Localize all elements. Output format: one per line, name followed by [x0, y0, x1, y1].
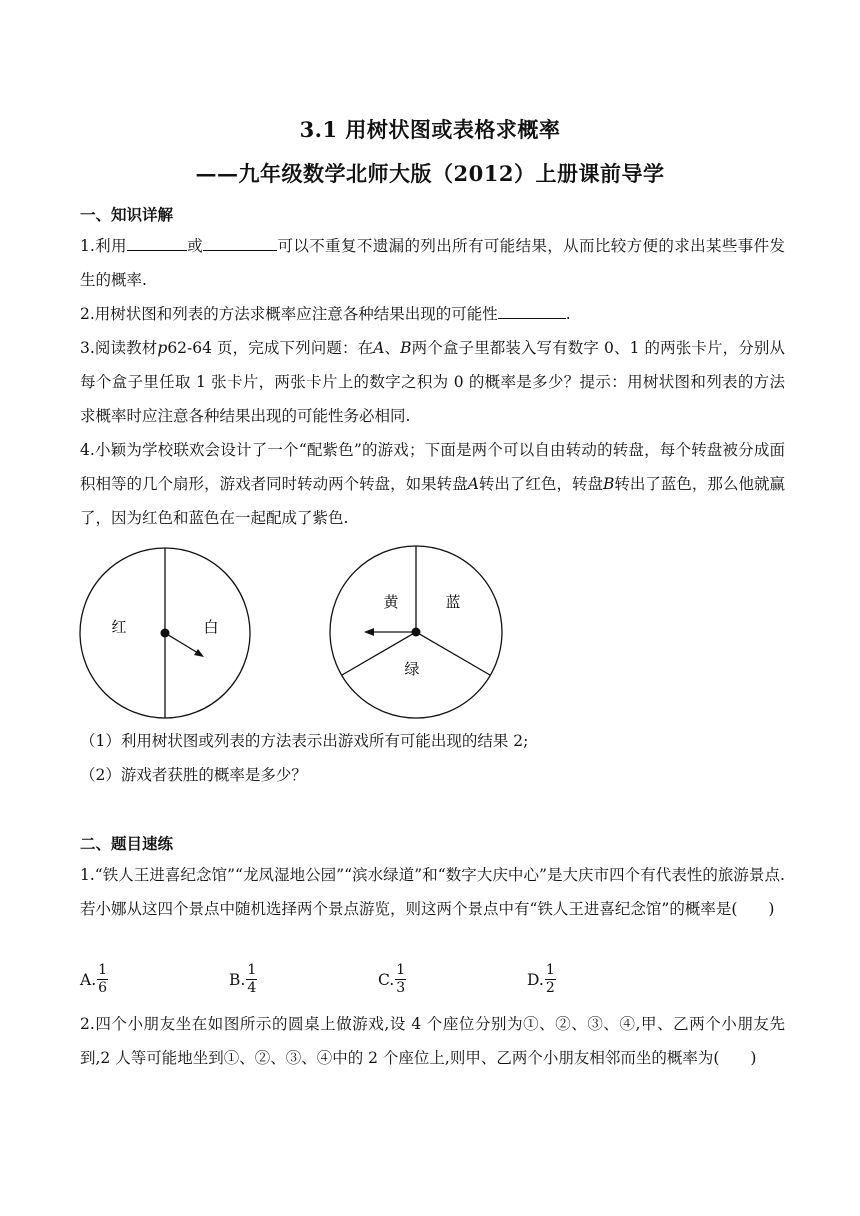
spinner-a-pointer — [165, 633, 198, 653]
option-label: D. — [527, 970, 544, 989]
option-label: A. — [80, 970, 97, 989]
fraction — [545, 962, 556, 997]
item4-post: 转出了蓝色，那么他就赢了，因为红色和蓝色在一起配成了紫色. — [80, 475, 785, 527]
item2 — [80, 297, 785, 331]
item2-post: . — [565, 305, 571, 323]
denominator: 4 — [247, 980, 257, 996]
item3-mid: 62-64 页，完成下列问题：在 — [167, 339, 374, 357]
item3-pre: 3.阅读教材 — [80, 339, 158, 357]
numerator: 1 — [396, 962, 406, 978]
page-title: 3.1 用树状图或表格求概率 — [299, 117, 561, 142]
item3-sep: 、 — [384, 339, 401, 357]
item4-mid: 转出了红色，转盘 — [478, 475, 603, 493]
option-d — [527, 962, 556, 997]
fraction — [97, 962, 108, 997]
spinner-a-label-white: 白 — [203, 618, 219, 636]
spinner-a — [80, 548, 250, 718]
item3 — [80, 331, 785, 433]
question-1: （1）利用树状图或列表的方法表示出游戏所有可能出现的结果 2; — [80, 732, 529, 750]
spinner-b-label-green: 绿 — [404, 660, 420, 678]
denominator: 2 — [545, 980, 555, 996]
numerator: 1 — [545, 962, 555, 978]
item2-pre: 2.用树状图和列表的方法求概率应注意各种结果出现的可能性 — [80, 305, 498, 323]
item4 — [80, 433, 785, 535]
problem-1: 1.“铁人王进喜纪念馆”“龙凤湿地公园”“滨水绿道”和“数字大庆中心”是大庆市四个有代表性的旅游景点.若小娜从这四个景点中随机选择两个景点游览，则这两个景点中有“铁人王进喜纪念馆”的概率是( ) — [80, 866, 785, 918]
answer-options — [80, 962, 785, 1008]
numerator: 1 — [247, 962, 257, 978]
section2-heading: 二、题目速练 — [80, 834, 174, 853]
item1-pre: 1.利用 — [80, 237, 127, 255]
option-b — [229, 962, 257, 997]
blank-field — [127, 232, 187, 251]
numerator: 1 — [98, 962, 108, 978]
problem-2: 2.四个小朋友坐在如图所示的圆桌上做游戏,设 4 个座位分别为①、②、③、④,甲、乙两个小朋友先到,2 人等可能地坐到①、②、③、④中的 2 个座位上,则甲、乙两个小朋友相邻而坐的概率为( ) — [80, 1015, 785, 1067]
fraction — [395, 962, 406, 997]
blank-field — [498, 300, 566, 319]
spinners-figure — [0, 540, 860, 730]
spinner-b-label-yellow: 黄 — [383, 593, 399, 611]
spinner-a-label-red: 红 — [111, 618, 127, 636]
item4-pre: 4.小颖为学校联欢会设计了一个“配紫色”的游戏；下面是两个可以自由转动的转盘，每个转盘被分成面积相等的几个扇形，游戏者同时转动两个转盘，如果转盘 — [80, 441, 785, 493]
var-a: A — [373, 339, 385, 357]
var-p: p — [157, 339, 168, 357]
page-subtitle: ——九年级数学北师大版（2012）上册课前导学 — [195, 161, 665, 186]
section1-heading: 一、知识详解 — [80, 205, 174, 224]
arrow-head-icon — [364, 628, 374, 636]
spinner-b-label-blue: 蓝 — [445, 593, 461, 611]
denominator: 6 — [98, 980, 108, 996]
blank-field — [203, 232, 277, 251]
option-label: C. — [378, 970, 395, 989]
spinner-b-divider — [416, 632, 490, 675]
fraction — [246, 962, 257, 997]
item1-post: 可以不重复不遗漏的列出所有可能结果，从而比较方便的求出某些事件发生的概率. — [80, 237, 785, 289]
option-c — [378, 962, 406, 997]
item1 — [80, 229, 785, 297]
item1-mid: 或 — [186, 237, 204, 255]
arrow-head-icon — [194, 649, 204, 657]
question-2: （2）游戏者获胜的概率是多少？ — [80, 766, 307, 784]
option-label: B. — [229, 970, 246, 989]
var-b: B — [400, 339, 412, 357]
var-b: B — [602, 475, 615, 493]
item3-post: 两个盒子里都装入写有数字 0、1 的两张卡片，分别从每个盒子里任取 1 张卡片，两张卡片上的数字之积为 0 的概率是多少？提示：用树状图和列表的方法求概率时应注意各种结果出现的可能性务必相同. — [80, 339, 785, 425]
var-a: A — [467, 475, 479, 493]
option-a — [80, 962, 108, 997]
spinner-b — [330, 546, 502, 718]
denominator: 3 — [396, 980, 406, 996]
